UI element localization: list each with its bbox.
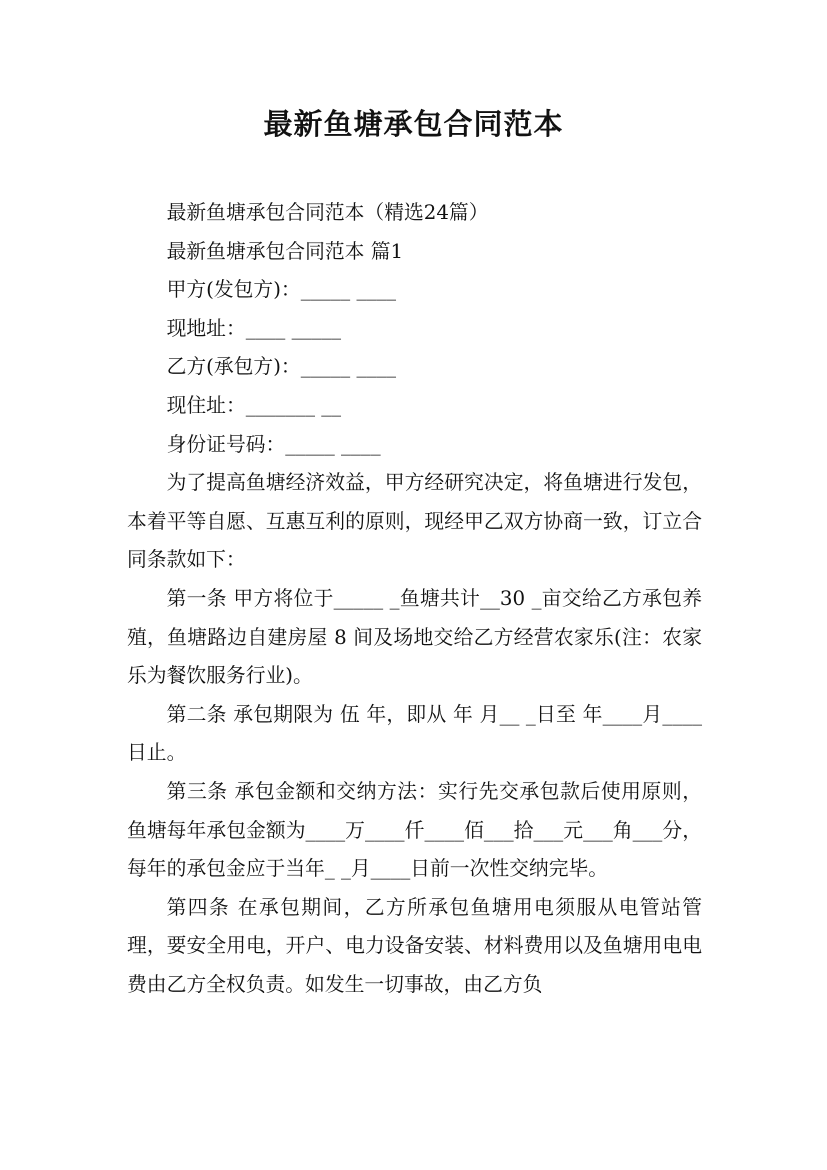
paragraph-article-4: 第四条 在承包期间，乙方所承包鱼塘用电须服从电管站管理，要安全用电，开户、电力设备安装、材料费用以及鱼塘用电电费由乙方全权负责。如发生一切事故，由乙方负 [127, 895, 702, 996]
paragraph-article-2: 第二条 承包期限为 伍 年，即从 年 月__ _日至 年____月____日止。 [127, 702, 702, 765]
paragraph-article-3: 第三条 承包金额和交纳方法：实行先交承包款后使用原则，鱼塘每年承包金额为____万____仟____佰___拾___元___角___分，每年的承包金应于当年_ _月____日前一次性交纳完毕。 [127, 779, 702, 881]
paragraph-party-a-address: 现地址：____ _____ [166, 316, 342, 340]
document-body [127, 194, 702, 1004]
paragraph-preamble: 为了提高鱼塘经济效益，甲方经研究决定，将鱼塘进行发包，本着平等自愿、互惠互利的原则，现经甲乙双方协商一致，订立合同条款如下： [127, 471, 702, 572]
paragraph-party-b-address: 现住址：_______ __ [166, 393, 342, 417]
paragraph-party-b: 乙方(承包方)：_____ ____ [166, 355, 397, 379]
paragraph-id-number: 身份证号码：_____ ____ [166, 432, 381, 456]
paragraph-subtitle: 最新鱼塘承包合同范本（精选24篇） [166, 201, 489, 224]
paragraph-chapter-heading: 最新鱼塘承包合同范本 篇1 [166, 239, 404, 263]
document-title: 最新鱼塘承包合同范本 [263, 107, 564, 141]
paragraph-article-1: 第一条 甲方将位于_____ _鱼塘共计__30 _亩交给乙方承包养殖，鱼塘路边自建房屋 8 间及场地交给乙方经营农家乐(注：农家乐为餐饮服务行业)。 [127, 586, 702, 688]
paragraph-party-a: 甲方(发包方)：_____ ____ [166, 278, 397, 302]
